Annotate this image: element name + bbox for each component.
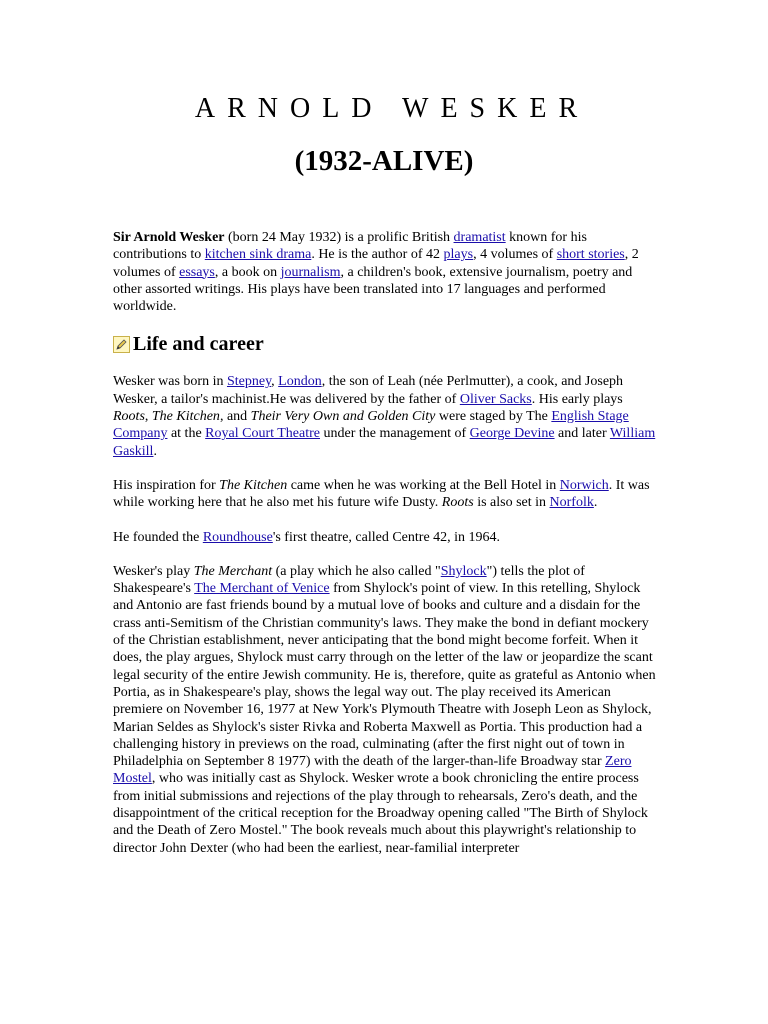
title-roots: Roots <box>113 409 145 425</box>
text: at the <box>167 426 206 442</box>
text: under the management of <box>320 426 470 442</box>
link-journalism[interactable]: journalism <box>280 264 341 280</box>
title-the-kitchen: The Kitchen <box>151 409 220 425</box>
text: came when he was working at the Bell Hotel in <box>287 477 560 493</box>
text: , and <box>219 409 251 425</box>
text: . His early plays <box>531 391 623 407</box>
text: , a book on <box>214 264 281 280</box>
text: ") tells the plot of Shakespeare's <box>113 563 585 597</box>
text: . He is the author of 42 <box>311 247 444 263</box>
text: (born 24 May 1932) is a prolific British <box>224 230 454 245</box>
document-subtitle: (1932-ALIVE) <box>294 145 474 177</box>
link-dramatist[interactable]: dramatist <box>453 230 506 245</box>
text: (a play which he also called " <box>272 563 441 579</box>
edit-icon[interactable] <box>113 335 130 352</box>
text: Wesker's play <box>113 563 194 579</box>
title-golden-city: Their Very Own and Golden City <box>250 409 436 425</box>
text: His inspiration for <box>113 477 220 493</box>
link-plays[interactable]: plays <box>443 247 474 263</box>
text: were staged by The <box>435 409 552 425</box>
title-roots: Roots <box>441 495 474 511</box>
text: He founded the <box>113 529 203 545</box>
subject-name: Sir Arnold Wesker <box>113 230 225 245</box>
title-the-merchant: The Merchant <box>193 563 273 579</box>
text: 's first theatre, called Centre 42, in 1964. <box>272 529 501 545</box>
title-the-kitchen: The Kitchen <box>219 477 288 493</box>
text: , the son of Leah (née Perlmutter), a cook, and Joseph Wesker, a tailor's machinist.He was delivered by the father of <box>113 374 624 407</box>
paragraph-roundhouse <box>113 529 658 546</box>
intro-paragraph <box>113 229 658 315</box>
section-heading-text: Life and career <box>133 333 264 356</box>
section-heading <box>113 332 658 356</box>
link-stepney[interactable]: Stepney <box>226 374 272 390</box>
text: from Shylock's point of view. In this retelling, Shylock and Antonio are fast friends bound by a mutual love of books and culture and a disdain for the crass anti-Semitism of the Christian community's laws. They make the bond in defiant mockery of the Christian establishment, never anticipating that the bond might become forfeit. When it does, the play argues, Shylock must carry through on the letter of the law or jeopardize the scant legal security of the entire Jewish community. He is, therefore, quite as grateful as Antonio when Portia, as in Shakespeare's play, shows the legal way out. The play received its American premiere on November 16, 1977 at New York's Plymouth Theatre with Joseph Leon as Shylock, Marian Seldes as Shylock's sister Rivka and Roberta Maxwell as Portia. This production had a challenging history in previews on the road, culminating (after the first night out of town in Philadelphia on September 8 1977) with the death of the larger-than-life Broadway star <box>113 581 656 770</box>
text: . <box>593 495 598 511</box>
link-essays[interactable]: essays <box>179 264 215 280</box>
text: . It was while working here that he also met his future wife Dusty. <box>113 477 650 511</box>
paragraph-merchant <box>113 563 658 857</box>
text: . <box>153 443 157 459</box>
link-london[interactable]: London <box>278 374 322 390</box>
link-english-stage-company[interactable]: English Stage Company <box>113 409 629 442</box>
link-royal-court-theatre[interactable]: Royal Court Theatre <box>205 426 320 442</box>
link-george-devine[interactable]: George Devine <box>469 426 555 442</box>
link-roundhouse[interactable]: Roundhouse <box>202 529 273 545</box>
text: , 2 volumes of <box>113 247 639 280</box>
document-title: ARNOLD WESKER <box>194 93 590 124</box>
text: , <box>271 374 279 390</box>
link-merchant-of-venice[interactable]: The Merchant of Venice <box>194 581 330 597</box>
paragraph-inspiration <box>113 477 658 512</box>
text: is also set in <box>473 495 550 511</box>
text: , 4 volumes of <box>473 247 557 263</box>
text: known for his contributions to <box>113 230 587 263</box>
paragraph-birth <box>113 373 658 459</box>
link-short-stories[interactable]: short stories <box>556 247 625 263</box>
link-shylock[interactable]: Shylock <box>440 563 487 579</box>
link-zero-mostel[interactable]: Zero Mostel <box>113 754 632 787</box>
text: Wesker was born in <box>113 374 227 390</box>
text: , <box>144 409 152 425</box>
text: , a children's book, extensive journalism, poetry and other assorted writings. His plays have been translated into 17 languages and performed worldwide. <box>113 264 633 315</box>
article-body <box>113 229 658 874</box>
link-oliver-sacks[interactable]: Oliver Sacks <box>459 391 532 407</box>
link-kitchen-sink-drama[interactable]: kitchen sink drama <box>204 247 312 263</box>
link-norfolk[interactable]: Norfolk <box>549 495 594 511</box>
text: and later <box>554 426 610 442</box>
link-william-gaskill[interactable]: William Gaskill <box>113 426 656 459</box>
link-norwich[interactable]: Norwich <box>559 477 609 493</box>
text: , who was initially cast as Shylock. Wesker wrote a book chronicling the entire process from initial submissions and rejections of the play through to rehearsals, Zero's death, and the disappointment of the critical reception for the Broadway opening called "The Birth of Shylock and the Death of Zero Mostel." The book reveals much about this playwright's relationship to director John Dexter (who had been the earliest, near-familial interpreter <box>113 771 648 856</box>
